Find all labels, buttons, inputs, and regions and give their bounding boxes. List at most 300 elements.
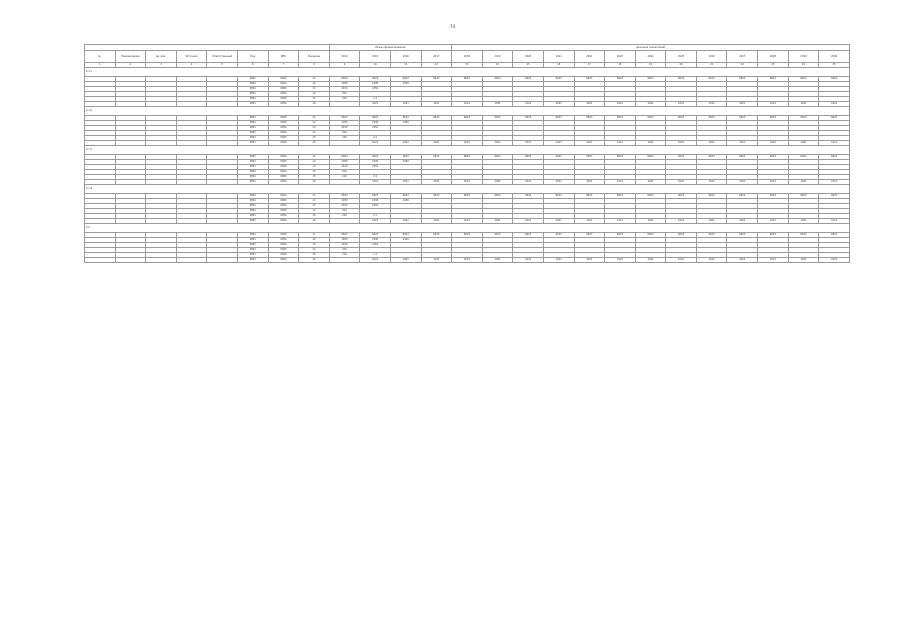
table-cell: 0000 [268, 253, 299, 258]
table-cell: 16 [299, 258, 330, 263]
table-cell: 6623 [574, 233, 605, 238]
table-cell: 6623 [360, 194, 391, 199]
table-cell: 6623 [360, 77, 391, 82]
table-cell: 13 [299, 243, 330, 248]
table-cell: 1021 [390, 141, 421, 146]
table-cell: 1021 [452, 219, 483, 224]
table-cell: 6623 [819, 233, 850, 238]
table-cell: 0801 [237, 82, 268, 87]
table-cell: 6623 [513, 194, 544, 199]
table-cell: 210 [329, 253, 360, 258]
table-cell: 6623 [635, 194, 666, 199]
table-cell: 1021 [390, 219, 421, 224]
table-cell: 1021 [635, 141, 666, 146]
table-cell: 6623 [635, 77, 666, 82]
table-cell: 16 [299, 180, 330, 185]
column-index-cell: 9 [329, 63, 360, 68]
table-cell: 6623 [421, 194, 452, 199]
table-cell [115, 258, 146, 263]
table-cell: 6623 [605, 116, 636, 121]
table-cell: 0801 [237, 219, 268, 224]
table-cell: 6623 [758, 233, 789, 238]
table-cell: 2152 [329, 243, 360, 248]
table-cell: 6623 [482, 116, 513, 121]
table-cell: 1930 [390, 238, 421, 243]
table-cell: 2152 [360, 165, 391, 170]
table-cell: 1021 [513, 102, 544, 107]
table-cell: 1021 [788, 141, 819, 146]
table-cell: 1021 [574, 180, 605, 185]
table-cell: 1930 [390, 121, 421, 126]
table-cell: 6623 [329, 116, 360, 121]
table-cell: 6623 [605, 77, 636, 82]
table-cell: 1930 [360, 160, 391, 165]
table-cell: 2152 [329, 204, 360, 209]
column-header: КБК [268, 51, 299, 63]
table-cell: 1021 [758, 258, 789, 263]
table-cell: 6623 [513, 155, 544, 160]
table-cell [146, 258, 177, 263]
column-header: 2030 [819, 51, 850, 63]
table-cell: 1930 [390, 160, 421, 165]
table-cell: 1021 [513, 258, 544, 263]
table-cell: 0801 [237, 194, 268, 199]
table-cell: 0000 [268, 204, 299, 209]
table-cell: 6623 [758, 194, 789, 199]
column-index-cell: 17 [574, 63, 605, 68]
table-cell: 0000 [268, 199, 299, 204]
section-label: 2.2 [85, 224, 850, 233]
table-cell: 6623 [758, 155, 789, 160]
column-header: Значение [299, 51, 330, 63]
table-cell: 1021 [452, 258, 483, 263]
table-cell: 6623 [696, 233, 727, 238]
table-cell: 1021 [758, 141, 789, 146]
table-cell: 6623 [390, 233, 421, 238]
table-cell: 2152 [360, 243, 391, 248]
table-cell: 1021 [421, 180, 452, 185]
table-cell: 6623 [819, 194, 850, 199]
table-cell: 6623 [666, 233, 697, 238]
table-cell: 0801 [237, 87, 268, 92]
column-header: 2027 [727, 51, 758, 63]
table-cell: 0801 [237, 126, 268, 131]
section-row [85, 224, 850, 233]
table-cell: 1021 [360, 258, 391, 263]
table-cell: 6623 [727, 194, 758, 199]
table-cell: 6623 [666, 194, 697, 199]
table-cell: 0801 [237, 136, 268, 141]
table-cell: 0000 [268, 77, 299, 82]
table-cell: 912 [329, 170, 360, 175]
table-cell: 0801 [237, 116, 268, 121]
table-cell: 1021 [819, 180, 850, 185]
table-cell: 6623 [696, 77, 727, 82]
table-cell: 6623 [513, 77, 544, 82]
table-cell: 1021 [635, 102, 666, 107]
table-cell: 6623 [666, 155, 697, 160]
table-cell: 1930 [329, 160, 360, 165]
table-cell: 0000 [268, 180, 299, 185]
table-cell: 6623 [819, 116, 850, 121]
table-cell: 1021 [605, 141, 636, 146]
column-index-cell: 3 [146, 63, 177, 68]
table-cell: 1021 [666, 102, 697, 107]
table-cell: 1021 [635, 219, 666, 224]
table-cell: 1021 [513, 180, 544, 185]
section-label: 2.1.4 [85, 185, 850, 194]
table-cell: 1021 [696, 219, 727, 224]
table-cell: 1021 [482, 141, 513, 146]
table-cell: 1021 [390, 180, 421, 185]
table-cell: 0000 [268, 258, 299, 263]
table-cell: 12 [299, 160, 330, 165]
table-cell: 0000 [268, 136, 299, 141]
table-cell: 6623 [605, 155, 636, 160]
table-cell: 1021 [574, 258, 605, 263]
table-cell: 6623 [605, 194, 636, 199]
table-cell: 6623 [574, 194, 605, 199]
table-cell: 6623 [758, 116, 789, 121]
column-index-cell: 5 [207, 63, 238, 68]
table-cell: 6623 [513, 116, 544, 121]
table-cell [329, 258, 360, 263]
table-cell: 1021 [360, 219, 391, 224]
table-cell: 6623 [421, 116, 452, 121]
table-cell: 0801 [237, 214, 268, 219]
table-cell: 1021 [819, 102, 850, 107]
table-cell: 0000 [268, 175, 299, 180]
column-header-row [85, 51, 850, 63]
table-cell: 0801 [237, 131, 268, 136]
table-cell: 14 [299, 131, 330, 136]
data-table [84, 44, 850, 263]
column-header: 2025 [666, 51, 697, 63]
table-row [85, 258, 850, 263]
column-header: Источник [176, 51, 207, 63]
table-cell: 6623 [788, 194, 819, 199]
table-cell: 6623 [360, 155, 391, 160]
column-index-cell: 20 [666, 63, 697, 68]
table-cell: 0801 [237, 165, 268, 170]
section-row [85, 68, 850, 77]
column-index-cell: 12 [421, 63, 452, 68]
table-cell: 6623 [788, 155, 819, 160]
table-cell: 0801 [237, 175, 268, 180]
table-cell: 0000 [268, 121, 299, 126]
table-cell: 6623 [543, 194, 574, 199]
table-cell: 6623 [452, 155, 483, 160]
column-index-cell: 4 [176, 63, 207, 68]
column-index-cell: 23 [758, 63, 789, 68]
table-cell: 0000 [268, 165, 299, 170]
table-cell: 14 [299, 92, 330, 97]
table-cell: 0801 [237, 141, 268, 146]
table-cell: 6623 [329, 194, 360, 199]
table-cell: 14 [299, 209, 330, 214]
table-cell: 1930 [360, 238, 391, 243]
table-cell: 6623 [452, 233, 483, 238]
table-cell: 0000 [268, 248, 299, 253]
table-cell: 1930 [329, 82, 360, 87]
column-index-cell: 13 [452, 63, 483, 68]
table-cell: 13 [299, 87, 330, 92]
column-index-cell: 24 [788, 63, 819, 68]
table-cell: 0000 [268, 131, 299, 136]
column-index-cell: 8 [299, 63, 330, 68]
table-cell: 912 [329, 209, 360, 214]
table-cell: 1021 [758, 219, 789, 224]
table-cell: 6623 [788, 116, 819, 121]
table-cell: 14 [299, 248, 330, 253]
column-header: 2026 [696, 51, 727, 63]
table-cell: 6623 [727, 155, 758, 160]
table-cell: 6623 [543, 116, 574, 121]
table-cell: 16 [299, 102, 330, 107]
table-cell: 1930 [360, 199, 391, 204]
table-cell: 0801 [237, 248, 268, 253]
table-cell: 11 [299, 233, 330, 238]
table-cell: 6623 [390, 77, 421, 82]
table-cell: 912 [329, 248, 360, 253]
table-cell: 1930 [390, 82, 421, 87]
column-header: 2028 [758, 51, 789, 63]
table-cell: 0000 [268, 209, 299, 214]
section-row [85, 185, 850, 194]
table-cell: 1021 [696, 258, 727, 263]
table-cell: 1930 [390, 199, 421, 204]
table-cell: 1021 [360, 180, 391, 185]
table-cell: 6623 [605, 233, 636, 238]
column-header: 2023 [605, 51, 636, 63]
column-header: Наименование [115, 51, 146, 63]
table-cell: 1021 [758, 102, 789, 107]
table-cell: 0801 [237, 233, 268, 238]
column-index-cell: 10 [360, 63, 391, 68]
table-cell: 1021 [390, 102, 421, 107]
table-cell: 1021 [788, 219, 819, 224]
table-cell [85, 258, 116, 263]
table-cell: 1021 [727, 258, 758, 263]
table-cell: 6623 [360, 116, 391, 121]
table-cell: 0801 [237, 170, 268, 175]
table-cell: 1021 [543, 258, 574, 263]
table-cell: 6623 [329, 77, 360, 82]
table-cell: 1021 [543, 219, 574, 224]
table-cell: 1021 [635, 180, 666, 185]
table-cell: 6623 [482, 77, 513, 82]
table-cell: 1930 [360, 121, 391, 126]
table-cell: 0000 [268, 219, 299, 224]
table-cell: 13 [299, 204, 330, 209]
table-cell: 1021 [513, 141, 544, 146]
column-index-cell: 18 [605, 63, 636, 68]
column-index-cell: 15 [513, 63, 544, 68]
table-cell: 6623 [727, 233, 758, 238]
table-cell: 1021 [390, 258, 421, 263]
table-cell: 6623 [758, 77, 789, 82]
table-cell: 0801 [237, 102, 268, 107]
column-header: Ответственный [207, 51, 238, 63]
table-cell: 1021 [452, 180, 483, 185]
table-cell: 2152 [360, 126, 391, 131]
column-index-cell: 2 [115, 63, 146, 68]
table-cell: 1021 [513, 219, 544, 224]
table-cell: 1021 [543, 141, 574, 146]
table-cell: 0801 [237, 92, 268, 97]
table-cell: 6623 [513, 233, 544, 238]
table-cell: 0000 [268, 141, 299, 146]
table-cell: 1021 [421, 141, 452, 146]
table-cell: 0000 [268, 160, 299, 165]
column-header: 2029 [788, 51, 819, 63]
table-cell: 0000 [268, 116, 299, 121]
table-cell: 6623 [788, 233, 819, 238]
table-cell: 6623 [666, 77, 697, 82]
table-cell: 6623 [574, 155, 605, 160]
table-cell: 1021 [819, 219, 850, 224]
table-cell: 6623 [574, 116, 605, 121]
table-cell: 12 [299, 121, 330, 126]
table-cell: 1021 [727, 219, 758, 224]
table-cell: 11 [299, 155, 330, 160]
table-cell: 6623 [329, 155, 360, 160]
table-cell: 6623 [635, 116, 666, 121]
column-index-cell: 14 [482, 63, 513, 68]
table-cell: 1021 [727, 141, 758, 146]
table-cell: 1021 [482, 180, 513, 185]
table-cell: 1021 [574, 219, 605, 224]
table-cell: 1021 [666, 180, 697, 185]
table-cell: 2152 [329, 126, 360, 131]
table-cell: 0801 [237, 121, 268, 126]
table-cell: 6623 [543, 77, 574, 82]
table-cell: 6623 [635, 155, 666, 160]
column-header: 2016 [390, 51, 421, 63]
table-cell: 210 [329, 136, 360, 141]
table-cell: 2.1 [360, 214, 391, 219]
header-group: Значения показателей [452, 45, 850, 51]
table-cell: 16 [299, 219, 330, 224]
column-header: 2020 [513, 51, 544, 63]
table-cell: 6623 [421, 155, 452, 160]
table-cell: 0801 [237, 160, 268, 165]
table-cell: 0000 [268, 126, 299, 131]
table-cell: 1021 [819, 141, 850, 146]
section-row [85, 146, 850, 155]
table-cell: 6623 [574, 77, 605, 82]
table-cell: 1021 [452, 102, 483, 107]
column-header: 2022 [574, 51, 605, 63]
table-cell: 210 [329, 97, 360, 102]
table-cell: 0000 [268, 194, 299, 199]
table-cell: 6623 [696, 155, 727, 160]
table-cell: 1021 [727, 102, 758, 107]
table-cell: 6623 [452, 194, 483, 199]
table-cell: 0000 [268, 243, 299, 248]
table-cell: 1021 [574, 141, 605, 146]
table-cell: 1021 [360, 141, 391, 146]
column-index-cell: 25 [819, 63, 850, 68]
table-cell: 1021 [421, 219, 452, 224]
table-cell: 6623 [329, 233, 360, 238]
column-header: 2021 [543, 51, 574, 63]
table-cell: 1021 [788, 180, 819, 185]
table-cell: 6623 [390, 116, 421, 121]
table-cell: 6623 [482, 155, 513, 160]
table-cell: 0801 [237, 204, 268, 209]
column-index-cell: 21 [696, 63, 727, 68]
table-cell: 1021 [482, 258, 513, 263]
table-cell: 6623 [727, 77, 758, 82]
table-cell: 6623 [635, 233, 666, 238]
table-cell: 1021 [758, 180, 789, 185]
table-cell: 11 [299, 194, 330, 199]
table-cell: 0000 [268, 92, 299, 97]
table-cell: 1021 [421, 102, 452, 107]
table-cell: 1021 [727, 180, 758, 185]
table-cell: 6623 [390, 155, 421, 160]
table-cell: 0000 [268, 214, 299, 219]
column-index-cell: 6 [237, 63, 268, 68]
table-cell: 15 [299, 175, 330, 180]
table-cell: 2.1 [360, 175, 391, 180]
table-cell: 1021 [421, 258, 452, 263]
column-header: ед. изм. [146, 51, 177, 63]
table-cell: 0801 [237, 243, 268, 248]
table-cell: 1021 [574, 102, 605, 107]
table-cell: 12 [299, 199, 330, 204]
table-cell: 13 [299, 165, 330, 170]
table-cell: 1021 [482, 102, 513, 107]
table-cell: 6623 [452, 116, 483, 121]
table-cell: 14 [299, 170, 330, 175]
page-number: 74 [449, 24, 456, 29]
table-cell: 0000 [268, 155, 299, 160]
table-cell: 0801 [237, 253, 268, 258]
table-cell: 0000 [268, 87, 299, 92]
table-cell: 1021 [543, 180, 574, 185]
column-index-cell: 22 [727, 63, 758, 68]
table-cell: 1021 [605, 219, 636, 224]
column-header: 2024 [635, 51, 666, 63]
table-cell: 6623 [543, 155, 574, 160]
column-header: 2014 [329, 51, 360, 63]
table-cell: 15 [299, 97, 330, 102]
table-cell: 6623 [421, 77, 452, 82]
table-cell: 1021 [360, 102, 391, 107]
table-cell: 12 [299, 82, 330, 87]
table-cell: 6623 [543, 233, 574, 238]
table-cell: 2.1 [360, 97, 391, 102]
table-cell: 912 [329, 131, 360, 136]
table-cell: 912 [329, 92, 360, 97]
table-cell: 2.1 [360, 253, 391, 258]
section-row [85, 107, 850, 116]
table-cell: 6623 [819, 77, 850, 82]
table-cell: 6623 [482, 233, 513, 238]
table-cell: 15 [299, 214, 330, 219]
table-cell [207, 258, 238, 263]
table-cell: 6623 [788, 77, 819, 82]
column-header: 2019 [482, 51, 513, 63]
table-cell: 1021 [819, 258, 850, 263]
table-cell: 15 [299, 253, 330, 258]
table-cell: 0801 [237, 199, 268, 204]
table-cell: 1021 [788, 102, 819, 107]
table-cell: 0801 [237, 180, 268, 185]
table-cell: 0801 [237, 155, 268, 160]
